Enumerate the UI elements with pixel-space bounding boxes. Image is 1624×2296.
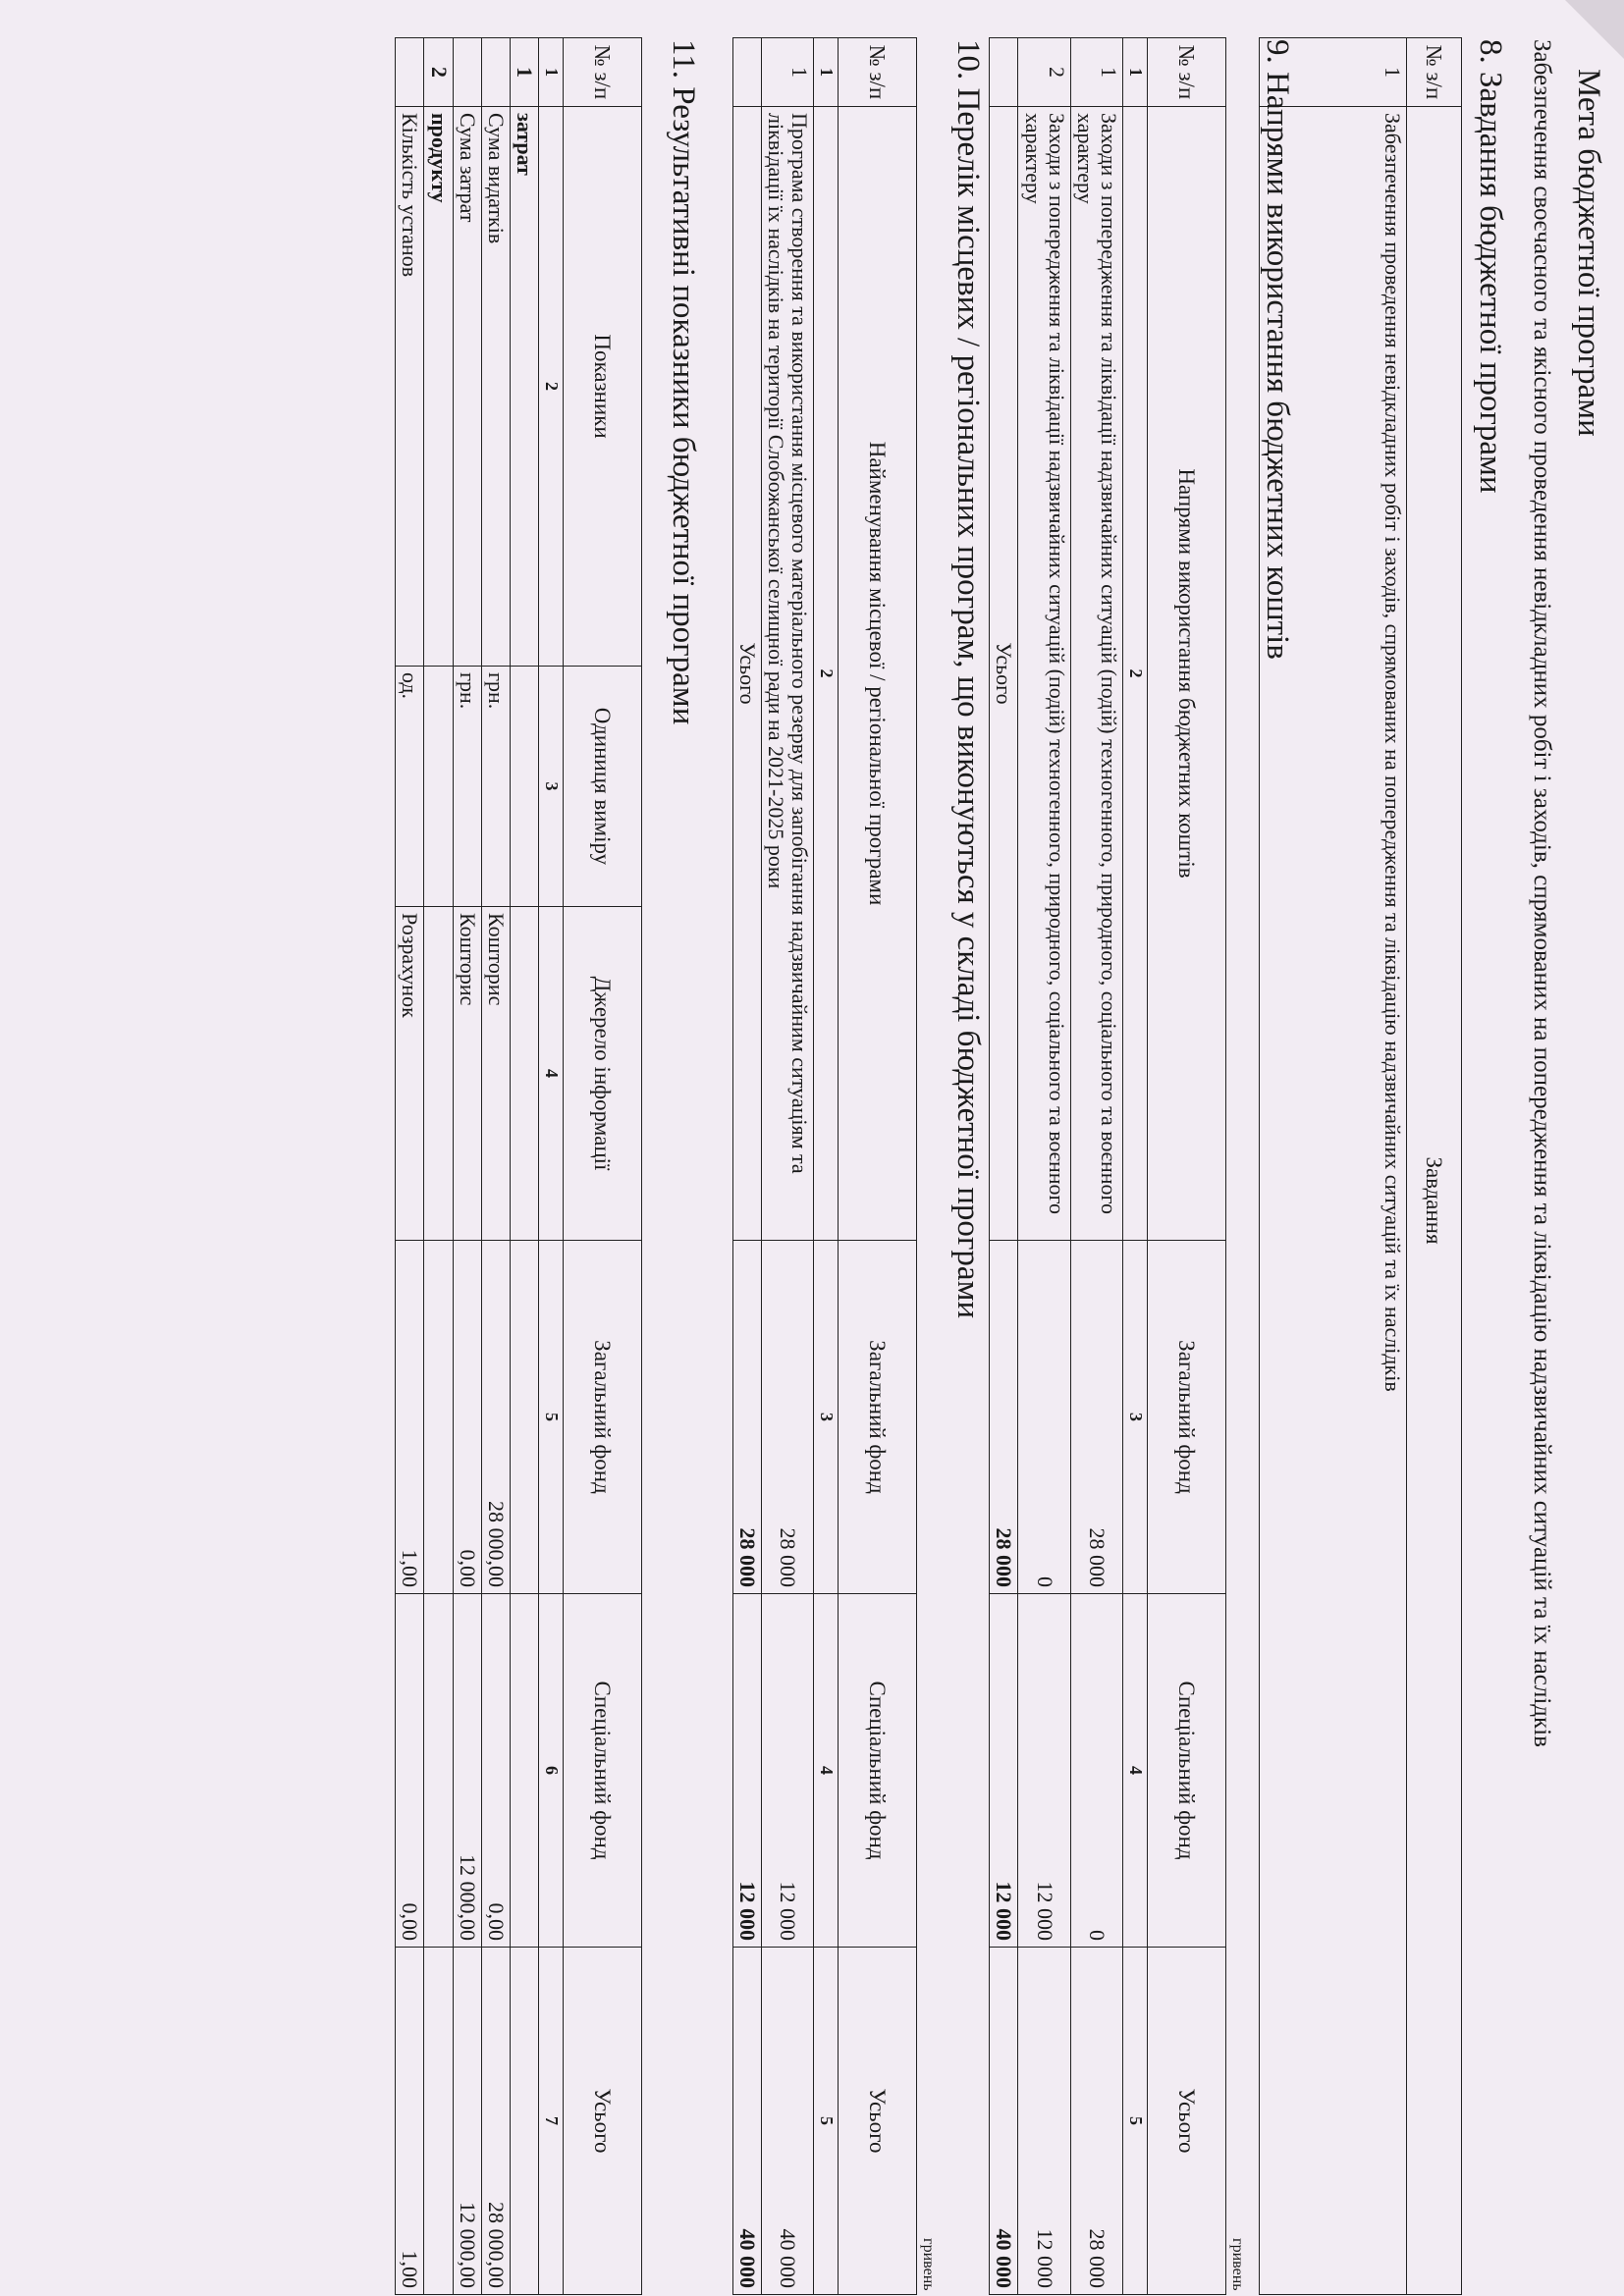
- dir-row-num: 1: [1070, 38, 1122, 107]
- prog-col-total: Усього: [839, 1948, 917, 2295]
- tasks-row-num: 1: [1260, 38, 1407, 107]
- dir-row-general: 0: [1018, 1241, 1070, 1594]
- tasks-row-task: Забезпечення проведення невідкладних робіт і заходів, спрямованих на попередження та ліквідацію надзвичайних ситуацій та їх наслідків: [1260, 107, 1407, 2295]
- dir-total-special: 12 000: [990, 1594, 1018, 1948]
- prog-total-general: 28 000: [732, 1241, 761, 1594]
- prog-total-label: Усього: [732, 107, 761, 1241]
- tasks-col-num: № з/п: [1407, 38, 1462, 107]
- ind-row-general: 0,00: [453, 1241, 481, 1594]
- ind-index-cell: 4: [539, 907, 564, 1241]
- programs-table: [732, 37, 917, 2295]
- prog-row-num: 1: [761, 38, 813, 107]
- ind-index-cell: 7: [539, 1948, 564, 2295]
- dir-col-name: Напрями використання бюджетних коштів: [1148, 107, 1226, 1241]
- ind-row-unit: од.: [396, 667, 424, 907]
- ind-col-unit: Одиниця виміру: [564, 667, 642, 907]
- ind-row-name: Сума видатків: [481, 107, 510, 667]
- ind-row-source: Кошторис: [453, 907, 481, 1241]
- ind-index-cell: 6: [539, 1594, 564, 1948]
- prog-col-num: № з/п: [839, 38, 917, 107]
- group-row: [424, 38, 453, 2295]
- goal-text: Забезпечення своєчасного та якісного проведення невідкладних робіт і заходів, спрямованих на попередження та ліквідацію надзвичайних ситуацій та їх наслідків: [1529, 39, 1555, 1747]
- directions-table: [989, 37, 1226, 2295]
- dir-index-cell: 4: [1123, 1594, 1148, 1948]
- prog-col-general: Загальний фонд: [839, 1241, 917, 1594]
- prog-row-name: Програма створення та використання місцевого матеріального резерву для запобігання надзвичайним ситуаціям та ліквідації їх наслідків на території Слобожанської селищної ради на 2021-2025 роки: [761, 107, 813, 1241]
- ind-col-general: Загальний фонд: [564, 1241, 642, 1594]
- ind-row-name: Кількість установ: [396, 107, 424, 667]
- ind-group-num: 1: [511, 38, 539, 107]
- dir-index-cell: 3: [1123, 1241, 1148, 1594]
- table-row: [1070, 38, 1122, 2295]
- table-row: [1018, 38, 1070, 2295]
- prog-index-cell: 1: [814, 38, 839, 107]
- goal-heading: Мета бюджетної програми: [1571, 69, 1606, 437]
- dir-row-total: 28 000: [1070, 1948, 1122, 2295]
- total-row: [732, 38, 761, 2295]
- section9-unit: гривень: [1229, 2238, 1246, 2291]
- ind-row-total: 1,00: [396, 1948, 424, 2295]
- ind-col-source: Джерело інформації: [564, 907, 642, 1241]
- ind-row-special: 12 000,00: [453, 1594, 481, 1948]
- ind-group-name: затрат: [511, 107, 539, 667]
- table-row: [761, 38, 813, 2295]
- section9-title: 9. Напрями використання бюджетних коштів: [1260, 39, 1295, 660]
- group-row: [511, 38, 539, 2295]
- prog-row-total: 40 000: [761, 1948, 813, 2295]
- table-row: [396, 38, 424, 2295]
- ind-index-cell: 5: [539, 1241, 564, 1594]
- dir-row-general: 28 000: [1070, 1241, 1122, 1594]
- dir-index-cell: 1: [1123, 38, 1148, 107]
- section8-title: 8. Завдання бюджетної програми: [1473, 39, 1508, 494]
- ind-row-unit: грн.: [453, 667, 481, 907]
- ind-col-total: Усього: [564, 1948, 642, 2295]
- ind-row-source: Розрахунок: [396, 907, 424, 1241]
- ind-index-cell: 1: [539, 38, 564, 107]
- ind-group-name: продукту: [424, 107, 453, 667]
- prog-index-cell: 3: [814, 1241, 839, 1594]
- dir-col-special: Спеціальний фонд: [1148, 1594, 1226, 1948]
- prog-row-general: 28 000: [761, 1241, 813, 1594]
- section10-title: 10. Перелік місцевих / регіональних програм, що виконуються у складі бюджетної програми: [950, 39, 986, 1319]
- prog-row-special: 12 000: [761, 1594, 813, 1948]
- indicators-table: [395, 37, 642, 2295]
- dir-col-total: Усього: [1148, 1948, 1226, 2295]
- dir-row-name: Заходи з попередження та ліквідації надзвичайних ситуацій (подій) техногенного, природного, соціального та воєнного характеру: [1018, 107, 1070, 1241]
- table-row: [453, 38, 481, 2295]
- total-row: [990, 38, 1018, 2295]
- prog-index-cell: 2: [814, 107, 839, 1241]
- ind-col-num: № з/п: [564, 38, 642, 107]
- dir-col-general: Загальний фонд: [1148, 1241, 1226, 1594]
- ind-group-num: 2: [424, 38, 453, 107]
- section10-unit: гривень: [920, 2238, 937, 2291]
- tasks-col-task: Завдання: [1407, 107, 1462, 2295]
- page-fold-corner: [1565, 0, 1624, 59]
- ind-row-general: 28 000,00: [481, 1241, 510, 1594]
- ind-col-special: Спеціальний фонд: [564, 1594, 642, 1948]
- dir-total-general: 28 000: [990, 1241, 1018, 1594]
- prog-col-special: Спеціальний фонд: [839, 1594, 917, 1948]
- prog-total-total: 40 000: [732, 1948, 761, 2295]
- dir-total-label: Усього: [990, 107, 1018, 1241]
- prog-total-special: 12 000: [732, 1594, 761, 1948]
- ind-row-total: 28 000,00: [481, 1948, 510, 2295]
- ind-row-source: Кошторис: [481, 907, 510, 1241]
- dir-row-num: 2: [1018, 38, 1070, 107]
- ind-row-total: 12 000,00: [453, 1948, 481, 2295]
- dir-index-cell: 2: [1123, 107, 1148, 1241]
- prog-index-cell: 4: [814, 1594, 839, 1948]
- dir-total-total: 40 000: [990, 1948, 1018, 2295]
- prog-index-cell: 5: [814, 1948, 839, 2295]
- prog-col-name: Найменування місцевої / регіональної програми: [839, 107, 917, 1241]
- ind-row-unit: грн.: [481, 667, 510, 907]
- dir-row-name: Заходи з попередження та ліквідації надзвичайних ситуацій (подій) техногенного, природного, соціального та воєнного характеру: [1070, 107, 1122, 1241]
- ind-index-cell: 2: [539, 107, 564, 667]
- ind-row-special: 0,00: [481, 1594, 510, 1948]
- dir-row-special: 12 000: [1018, 1594, 1070, 1948]
- dir-row-total: 12 000: [1018, 1948, 1070, 2295]
- ind-row-name: Сума затрат: [453, 107, 481, 667]
- dir-col-num: № з/п: [1148, 38, 1226, 107]
- ind-row-general: 1,00: [396, 1241, 424, 1594]
- section11-title: 11. Результативні показники бюджетної програми: [666, 39, 701, 725]
- dir-index-cell: 5: [1123, 1948, 1148, 2295]
- ind-col-name: Показники: [564, 107, 642, 667]
- table-row: [481, 38, 510, 2295]
- dir-row-special: 0: [1070, 1594, 1122, 1948]
- ind-row-special: 0,00: [396, 1594, 424, 1948]
- ind-index-cell: 3: [539, 667, 564, 907]
